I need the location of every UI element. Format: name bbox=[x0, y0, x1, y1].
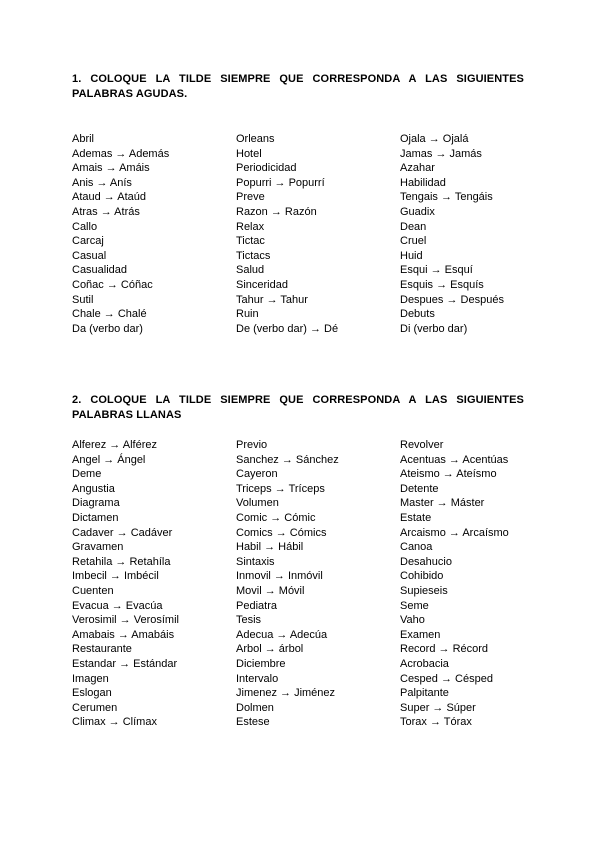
word-item: Ademas → Además bbox=[72, 147, 170, 160]
word-item: Arcaismo → Arcaísmo bbox=[400, 526, 509, 539]
word-item: Estandar → Estándar bbox=[72, 657, 178, 670]
word-item: De (verbo dar) → Dé bbox=[236, 322, 339, 335]
word-item: Imbecil → Imbécil bbox=[72, 570, 159, 583]
word-item: Eslogan bbox=[72, 687, 112, 700]
word-item: Casual bbox=[72, 249, 107, 262]
word-item: Comics → Cómics bbox=[236, 526, 327, 539]
word-item: Retahila → Retahíla bbox=[72, 555, 171, 568]
word-item: Abril bbox=[72, 133, 95, 145]
word-item: Dean bbox=[400, 220, 427, 233]
word-item: Angustia bbox=[72, 482, 115, 495]
word-item: Estese bbox=[236, 716, 270, 729]
word-item: Amabais → Amabáis bbox=[72, 628, 175, 641]
word-item: Verosimil → Verosímil bbox=[72, 614, 179, 627]
word-column-2 bbox=[236, 438, 396, 730]
word-item: Coñac → Cóñac bbox=[72, 278, 153, 291]
word-item: Ruin bbox=[236, 308, 259, 321]
word-item: Esquis → Esquís bbox=[400, 278, 484, 291]
word-item: Jamas → Jamás bbox=[400, 147, 482, 160]
word-item: Dolmen bbox=[236, 701, 274, 714]
word-item: Tictac bbox=[236, 235, 265, 248]
word-column-3 bbox=[400, 438, 560, 730]
word-item: Cesped → Césped bbox=[400, 672, 493, 685]
word-item: Esqui → Esquí bbox=[400, 264, 473, 277]
word-item: Climax → Clímax bbox=[72, 716, 157, 729]
word-item: Casualidad bbox=[72, 264, 128, 277]
word-item: Amais → Amáis bbox=[72, 162, 150, 175]
word-item: Evacua → Evacúa bbox=[72, 599, 163, 612]
word-item: Chale → Chalé bbox=[72, 308, 147, 321]
word-item: Previo bbox=[236, 439, 268, 451]
word-item: Ataud → Ataúd bbox=[72, 191, 146, 204]
word-item: Triceps → Tríceps bbox=[236, 482, 325, 495]
word-item: Cadaver → Cadáver bbox=[72, 526, 173, 539]
section-llanas bbox=[72, 393, 524, 729]
word-item: Da (verbo dar) bbox=[72, 322, 143, 335]
word-item: Record → Récord bbox=[400, 643, 489, 656]
word-item: Alferez → Alférez bbox=[72, 439, 157, 451]
word-item: Cayeron bbox=[236, 468, 278, 481]
word-item: Preve bbox=[236, 191, 265, 204]
word-item: Debuts bbox=[400, 308, 435, 321]
word-item: Hotel bbox=[236, 147, 262, 160]
word-item: Detente bbox=[400, 482, 439, 495]
word-item: Relax bbox=[236, 220, 265, 233]
word-item: Razon → Razón bbox=[236, 205, 317, 218]
word-item: Palpitante bbox=[400, 687, 449, 700]
word-item: Comic → Cómic bbox=[236, 511, 316, 524]
word-item: Adecua → Adecúa bbox=[236, 628, 328, 641]
word-column-1 bbox=[72, 438, 232, 730]
word-item: Angel → Ángel bbox=[72, 453, 146, 466]
word-item: Sanchez → Sánchez bbox=[236, 453, 339, 466]
word-item: Volumen bbox=[236, 497, 279, 510]
word-item: Dictamen bbox=[72, 511, 119, 524]
word-item: Supieseis bbox=[400, 584, 448, 597]
word-item: Habilidad bbox=[400, 176, 446, 189]
section-heading: 1. COLOQUE LA TILDE SIEMPRE QUE CORRESPONDA A LAS SIGUIENTES PALABRAS AGUDAS. bbox=[72, 73, 524, 100]
word-item: Diagrama bbox=[72, 497, 120, 510]
word-item: Tictacs bbox=[236, 249, 271, 262]
word-item: Jimenez → Jiménez bbox=[236, 687, 336, 700]
word-item: Deme bbox=[72, 468, 102, 481]
word-item: Examen bbox=[400, 628, 441, 641]
word-item: Inmovil → Inmóvil bbox=[236, 570, 323, 583]
word-item: Azahar bbox=[400, 162, 435, 175]
word-item: Guadix bbox=[400, 205, 435, 218]
word-column-1 bbox=[72, 132, 232, 336]
word-item: Sintaxis bbox=[236, 555, 275, 568]
word-item: Acrobacia bbox=[400, 657, 449, 670]
word-item: Habil → Hábil bbox=[236, 541, 304, 554]
word-item: Sinceridad bbox=[236, 278, 288, 291]
word-item: Pediatra bbox=[236, 599, 277, 612]
word-item: Huid bbox=[400, 249, 423, 262]
word-item: Cruel bbox=[400, 235, 427, 248]
word-item: Master → Máster bbox=[400, 497, 485, 510]
word-item: Tengais → Tengáis bbox=[400, 191, 493, 204]
word-item: Periodicidad bbox=[236, 162, 297, 175]
word-item: Imagen bbox=[72, 672, 109, 685]
word-item: Anis → Anís bbox=[72, 176, 132, 189]
word-item: Seme bbox=[400, 599, 429, 612]
word-item: Gravamen bbox=[72, 541, 124, 554]
word-item: Movil → Móvil bbox=[236, 584, 305, 597]
word-item: Despues → Después bbox=[400, 293, 504, 306]
word-item: Canoa bbox=[400, 541, 433, 554]
word-item: Acentuas → Acentúas bbox=[400, 453, 509, 466]
word-column-3 bbox=[400, 132, 560, 336]
word-item: Restaurante bbox=[72, 643, 132, 656]
word-item: Revolver bbox=[400, 439, 444, 451]
word-item: Desahucio bbox=[400, 555, 452, 568]
word-item: Atras → Atrás bbox=[72, 205, 140, 218]
word-item: Ojala → Ojalá bbox=[400, 133, 469, 145]
word-item: Popurri → Popurrí bbox=[236, 176, 325, 189]
word-item: Cuenten bbox=[72, 584, 114, 597]
word-column-2 bbox=[236, 132, 396, 336]
word-item: Cohibido bbox=[400, 570, 444, 583]
word-item: Carcaj bbox=[72, 235, 104, 248]
word-item: Orleans bbox=[236, 133, 275, 145]
word-item: Estate bbox=[400, 511, 432, 524]
word-item: Torax → Tórax bbox=[400, 716, 472, 729]
word-item: Tesis bbox=[236, 614, 262, 627]
word-item: Callo bbox=[72, 220, 98, 233]
word-item: Sutil bbox=[72, 293, 94, 306]
section-agudas bbox=[72, 72, 524, 335]
word-item: Super → Súper bbox=[400, 701, 476, 714]
word-item: Cerumen bbox=[72, 701, 118, 714]
word-item: Intervalo bbox=[236, 672, 279, 685]
word-item: Vaho bbox=[400, 614, 425, 627]
word-item: Di (verbo dar) bbox=[400, 322, 468, 335]
word-item: Arbol → árbol bbox=[236, 643, 304, 656]
word-item: Tahur → Tahur bbox=[236, 293, 308, 306]
section-heading: 2. COLOQUE LA TILDE SIEMPRE QUE CORRESPONDA A LAS SIGUIENTES PALABRAS LLANAS bbox=[72, 394, 524, 421]
word-item: Salud bbox=[236, 264, 265, 277]
word-item: Ateismo → Ateísmo bbox=[400, 468, 497, 481]
word-item: Diciembre bbox=[236, 657, 286, 670]
